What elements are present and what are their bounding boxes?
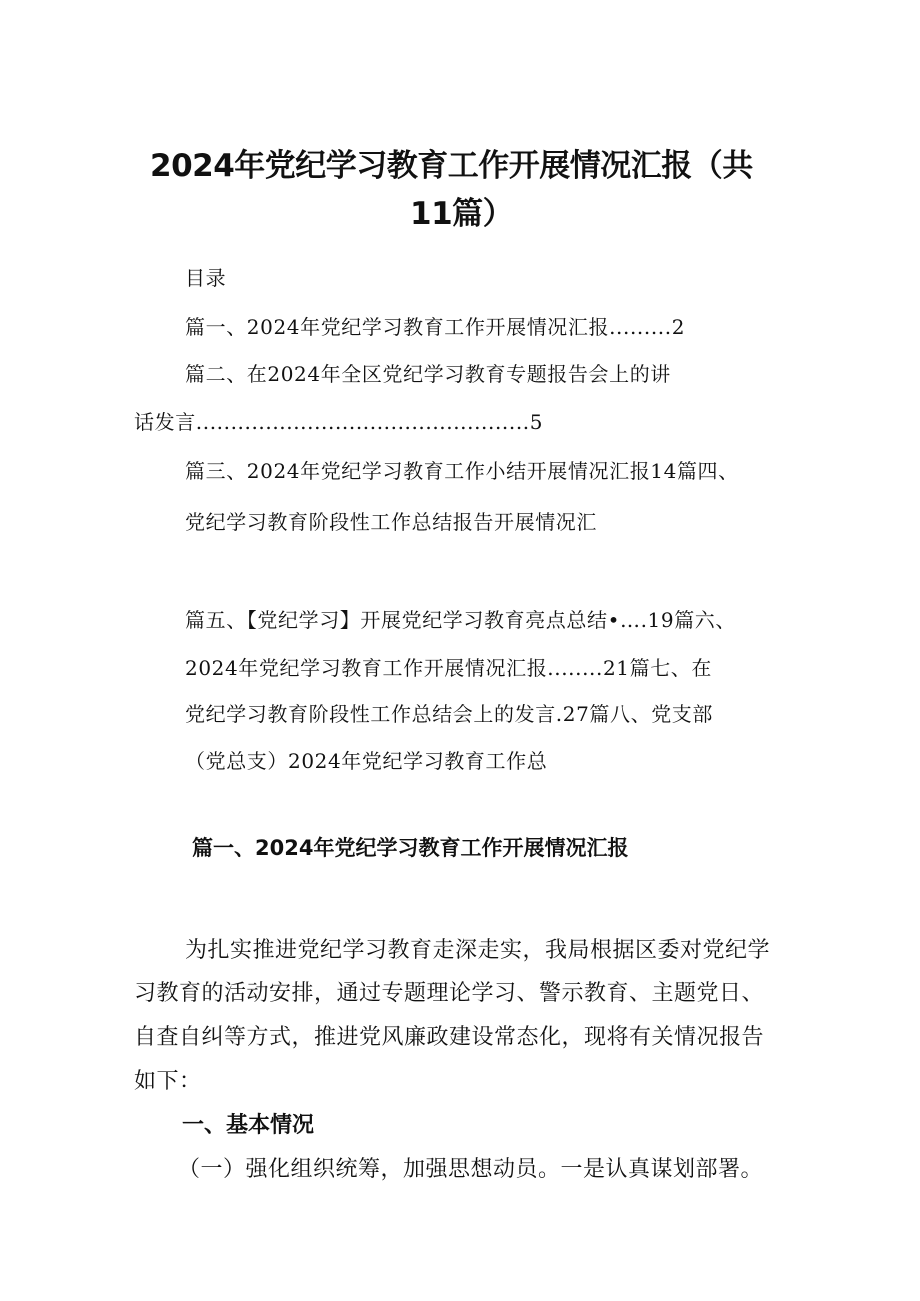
toc-line-9: （党总支）2024年党纪学习教育工作总 xyxy=(185,749,548,773)
paragraph-line-1: 为扎实推进党纪学习教育走深走实，我局根据区委对党纪学 xyxy=(185,938,771,963)
document-title-line-2: 11篇） xyxy=(410,196,514,232)
paragraph-line-4: 如下： xyxy=(134,1069,202,1094)
paragraph-line-2: 习教育的活动安排，通过专题理论学习、警示教育、主题党日、 xyxy=(134,981,765,1006)
toc-line-4: 篇三、2024年党纪学习教育工作小结开展情况汇报14篇四、 xyxy=(185,459,739,483)
toc-line-8: 党纪学习教育阶段性工作总结会上的发言.27篇八、党支部 xyxy=(185,702,714,726)
toc-line-7: 2024年党纪学习教育工作开展情况汇报........21篇七、在 xyxy=(185,656,713,680)
paragraph-line-3: 自査自纠等方式，推进党风廉政建设常态化，现将有关情况报告 xyxy=(134,1025,765,1050)
toc-line-2: 篇二、在2024年全区党纪学习教育专题报告会上的讲 xyxy=(185,362,671,386)
toc-heading: 目录 xyxy=(185,266,227,290)
heading-basic-situation: 一、基本情况 xyxy=(182,1113,315,1138)
document-title-line-1: 2024年党纪学习教育工作开展情况汇报（共 xyxy=(150,148,753,184)
toc-line-3: 话发言................................................5 xyxy=(134,410,544,434)
subheading-line: （一）强化组织统筹，加强思想动员。一是认真谋划部署。 xyxy=(178,1157,764,1182)
toc-line-6: 篇五、【党纪学习】开展党纪学习教育亮点总结•….19篇六、 xyxy=(185,608,737,632)
section-title: 篇一、2024年党纪学习教育工作开展情况汇报 xyxy=(192,836,629,860)
toc-line-1: 篇一、2024年党纪学习教育工作开展情况汇报.........2 xyxy=(185,315,686,339)
toc-line-5: 党纪学习教育阶段性工作总结报告开展情况汇 xyxy=(185,510,597,534)
